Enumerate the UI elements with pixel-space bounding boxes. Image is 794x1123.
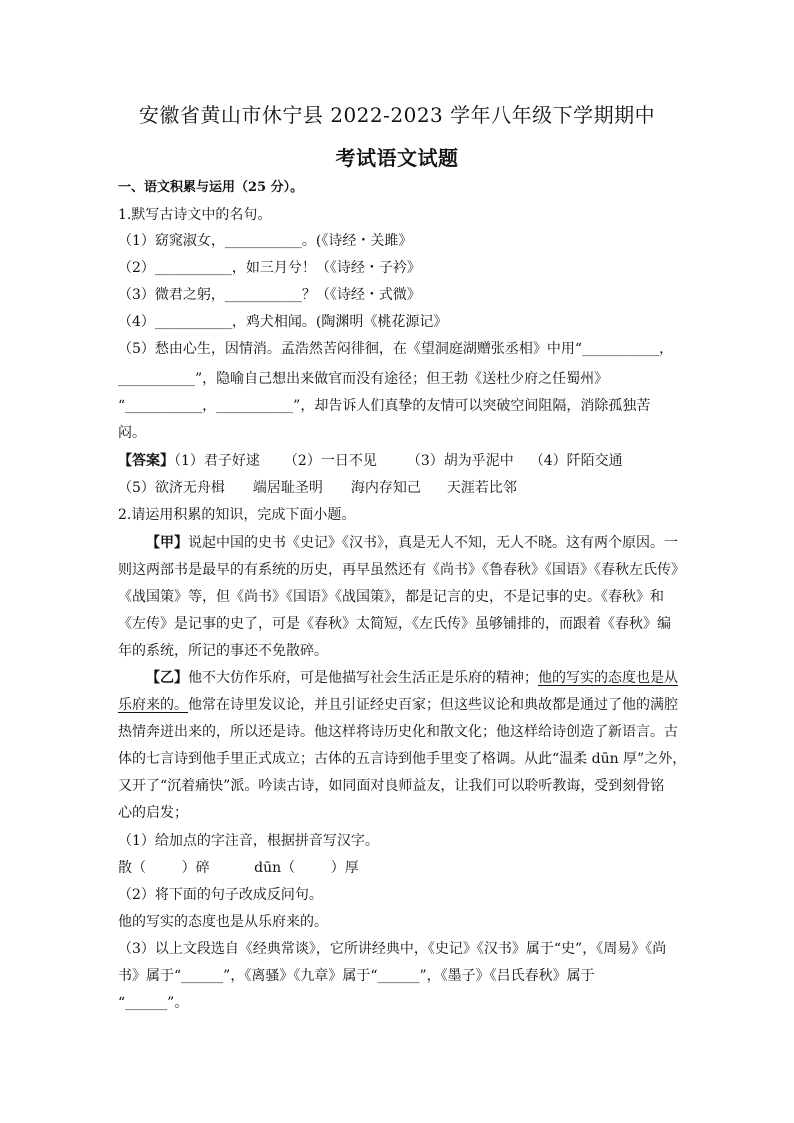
question-1-item-2: （2）___________，如三月兮！（《诗经・子衿》: [118, 260, 421, 276]
subquestion-3-line-2: 书》属于“______”，《离骚》《九章》属于“______”，《墨子》《吕氏春秋》属于: [118, 968, 595, 984]
question-2-prompt: 2.请运用积累的知识，完成下面小题。: [118, 507, 356, 523]
document-title-line-1: 安徽省黄山市休宁县 2022-2023 学年八年级下学期期中: [138, 103, 656, 127]
subquestion-1-prompt: （1）给加点的字注音，根据拼音写汉字。: [118, 833, 379, 849]
passage-jia-line-4: 《左传》是记事的史了，可是《春秋》太简短，《左氏传》虽够铺排的，而跟着《春秋》编: [118, 616, 671, 632]
passage-yi-text: 他常在诗里发议论，并且引证经史百家；但这些议论和典故都是通过了他的满腔: [188, 697, 678, 713]
underlined-sentence-end: 乐府来的。: [118, 697, 188, 713]
passage-yi-line-1: [146, 668, 678, 688]
passage-yi-line-6: 心的启发；: [118, 805, 188, 821]
passage-yi-line-4: 体的七言诗到他手里正式成立；古体的五言诗到他手里变了格调。从此“温柔 dūn 厚”之外，: [118, 751, 687, 767]
subquestion-1-blanks: 散（ ）碎 dūn（ ）厚: [118, 860, 359, 876]
answer-line-1: [118, 451, 623, 471]
passage-jia-line-2: 则这两部书是最早的有系统的历史，再早虽然还有《尚书》《鲁春秋》《国语》《春秋左氏传》: [118, 562, 685, 578]
answer-line-2: [118, 478, 517, 498]
question-1-prompt: 1.默写古诗文中的名句。: [118, 207, 272, 223]
section-heading: 一、语文积累与运用（25 分）。: [118, 180, 304, 195]
passage-jia-text: 说起中国的史书《史记》《汉书》，真是无人不知，无人不晓。这有两个原因。一: [188, 535, 678, 551]
answer-item: （3）胡为乎泥中: [406, 453, 514, 469]
answer-item: （1）君子好逑: [174, 453, 260, 469]
question-1-item-5-line-1: （5）愁由心生，因情消。孟浩然苦闷徘徊，在《望洞庭湖赠张丞相》中用“___________，: [118, 341, 674, 357]
passage-jia-tag: 【甲】: [146, 535, 188, 551]
document-title-line-2: 考试语文试题: [335, 146, 459, 170]
passage-yi-line-2: [118, 695, 678, 715]
answer-item: （2）一日不见: [283, 453, 377, 469]
question-1-item-4: （4）___________，鸡犬相闻。(陶渊明《桃花源记》: [118, 314, 448, 330]
answer-label: 【答案】: [118, 453, 174, 469]
answer-item: （4）阡陌交通: [529, 453, 623, 469]
passage-jia-line-1: [146, 533, 678, 553]
subquestion-2-sentence: 他的写实的态度也是从乐府来的。: [118, 914, 328, 930]
subquestion-3-line-3: “______”。: [118, 995, 189, 1011]
question-1-item-5-line-3: “___________，___________”，却告诉人们真挚的友情可以突破空间阻隔，消除孤独苦: [118, 398, 651, 414]
passage-yi-text: 他不大仿作乐府，可是他描写社会生活正是乐府的精神；: [188, 670, 538, 686]
answer-item: 海内存知己: [350, 480, 421, 496]
question-1-item-5-line-2: ___________”，隐喻自己想出来做官而没有途径；但王勃《送杜少府之任蜀州》: [118, 371, 609, 387]
passage-yi-line-5: 又开了“沉着痛快”派。吟读古诗，如同面对良师益友，让我们可以聆听教诲，受到刻骨铭: [118, 778, 665, 794]
answer-item: （5）欲济无舟楫: [118, 480, 225, 496]
question-1-item-5-line-4: 闷。: [118, 425, 146, 441]
passage-jia-line-5: 年的系统，所记的事还不免散碎。: [118, 643, 328, 659]
passage-yi-tag: 【乙】: [146, 670, 188, 686]
passage-jia-line-3: 《战国策》等，但《尚书》《国语》《战国策》，都是记言的史，不是记事的史。《春秋》和: [118, 589, 664, 605]
answer-item: 端居耻圣明: [252, 480, 323, 496]
question-1-item-1: （1）窈窕淑女，___________。(《诗经・关雎》: [118, 233, 413, 249]
underlined-sentence: 他的写实的态度也是从: [538, 670, 678, 686]
passage-yi-line-3: 热情奔迸出来的，所以还是诗。他这样将诗历史化和散文化；他这样给诗创造了新语言。古: [118, 724, 678, 740]
answer-item: 天涯若比邻: [446, 480, 517, 496]
subquestion-2-prompt: （2）将下面的句子改成反问句。: [118, 887, 323, 903]
subquestion-3-line-1: （3）以上文段选自《经典常谈》，它所讲经典中，《史记》《汉书》属于“史”，《周易》《尚: [118, 941, 667, 957]
question-1-item-3: （3）微君之躬，___________？（《诗经・式微》: [118, 287, 421, 303]
